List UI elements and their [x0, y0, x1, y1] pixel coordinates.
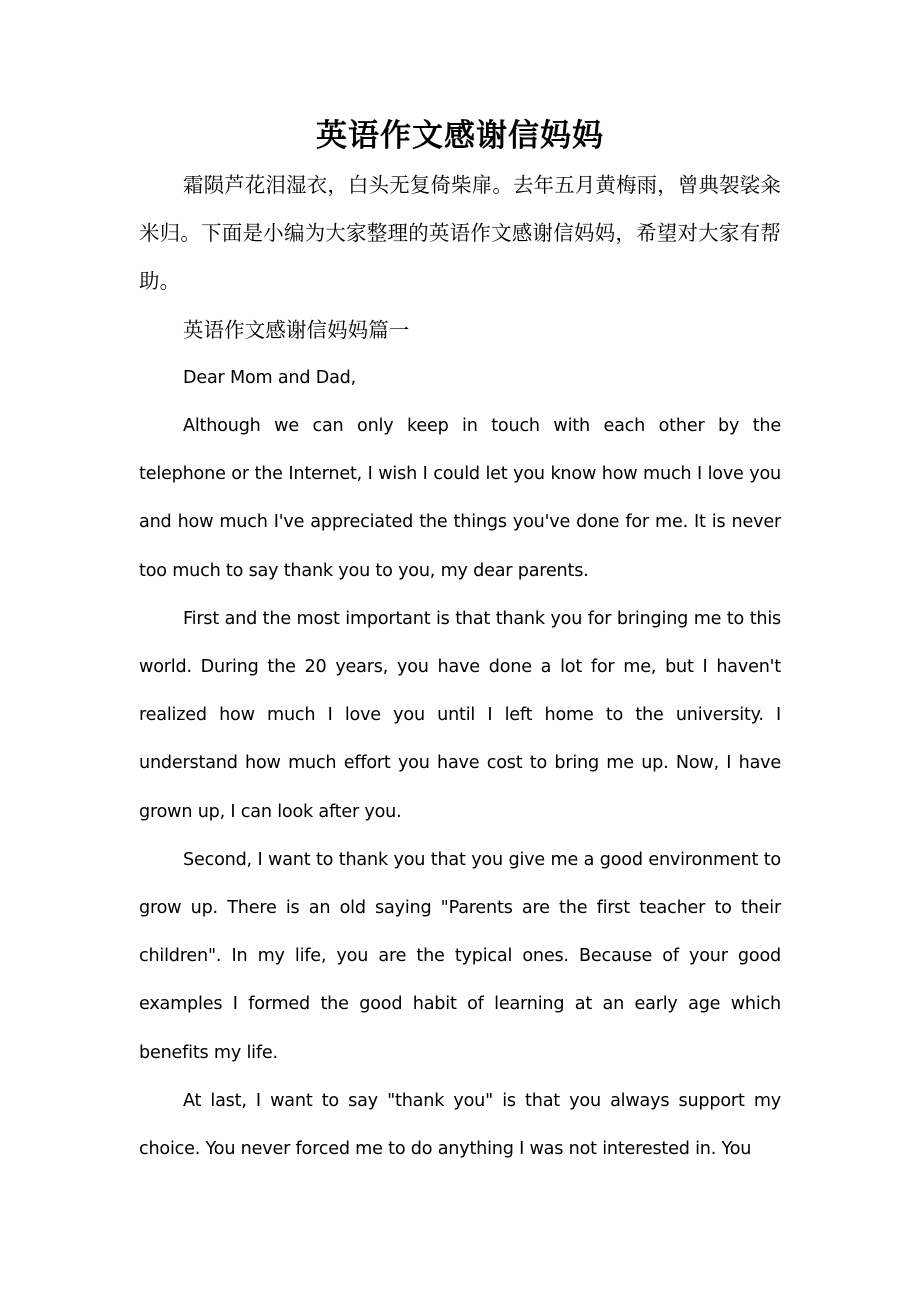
letter-paragraph-2: First and the most important is that thank you for bringing me to this world. During the 20 years, you have done a lot for me, but I haven't realized how much I love you until I left home to the university. I understand how much effort you have cost to bring me up. Now, I have grown up, I can look after you. [139, 608, 781, 822]
intro-paragraph: 霜陨芦花泪湿衣，白头无复倚柴扉。去年五月黄梅雨，曾典袈裟籴米归。下面是小编为大家整理的英语作文感谢信妈妈，希望对大家有帮助。 [139, 173, 781, 294]
section-heading: 英语作文感谢信妈妈篇一 [183, 317, 410, 342]
document-title: 英语作文感谢信妈妈 [316, 118, 604, 154]
letter-paragraph-4: At last, I want to say "thank you" is that you always support my choice. You never forced me to do anything I was not interested in. You [139, 1090, 781, 1160]
letter-paragraph-3: Second, I want to thank you that you give me a good environment to grow up. There is an old saying "Parents are the first teacher to their children". In my life, you are the typical ones. Because of your good examples I formed the good habit of learning at an early age which benefits my life. [139, 849, 781, 1063]
letter-paragraph-1: Although we can only keep in touch with each other by the telephone or the Internet, I wish I could let you know how much I love you and how much I've appreciated the things you've done for me. It is never too much to say thank you to you, my dear parents. [139, 416, 781, 581]
letter-salutation: Dear Mom and Dad, [183, 367, 357, 388]
document-body [139, 161, 781, 1173]
